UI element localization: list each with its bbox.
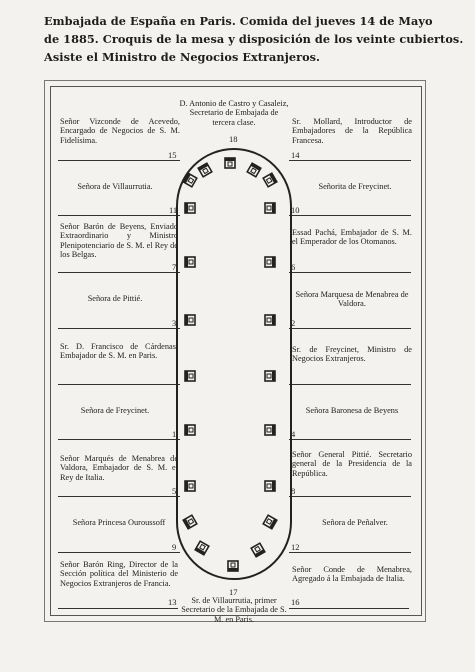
chair-icon — [264, 202, 276, 214]
separator-line — [289, 439, 411, 440]
guest-12: Señora de Peñalver. — [322, 518, 388, 527]
chair-icon — [184, 202, 196, 214]
guest-4: Señora Baronesa de Beyens — [305, 406, 399, 415]
separator-line — [58, 272, 180, 273]
seat-number-10: 10 — [291, 205, 300, 215]
separator-line — [58, 439, 180, 440]
document-title — [44, 12, 464, 66]
seat-number-8: 8 — [291, 486, 296, 496]
guest-9: Señora Princesa Ouroussoff — [72, 518, 166, 527]
separator-line — [58, 160, 180, 161]
title-line-3: Asiste el Ministro de Negocios Extranjeros. — [44, 50, 321, 64]
separator-line — [289, 552, 411, 553]
separator-line — [58, 496, 180, 497]
seat-number-17: 17 — [229, 587, 238, 597]
separator-line — [289, 496, 411, 497]
chair-icon — [227, 560, 239, 572]
guest-2: Señora Marquesa de Menabrea de Valdora. — [295, 290, 409, 309]
separator-line — [58, 328, 180, 329]
guest-17: Sr. de Villaurrutia, primer Secretario de la Embajada de S. M. en Paris. — [181, 596, 287, 624]
guest-ambassador: Sr. D. Francisco de Cárdenas, Embajador de S. M. en Paris. — [60, 342, 178, 361]
separator-line — [289, 384, 411, 385]
guest-14: Sr. Mollard, Introductor de Embajadores de la República Francesa. — [292, 117, 412, 145]
separator-line — [289, 160, 411, 161]
seat-number-14: 14 — [291, 150, 300, 160]
chair-icon — [264, 480, 276, 492]
separator-line — [289, 608, 409, 609]
guest-11: Señora de Villaurrutia. — [77, 182, 153, 191]
seat-number-11: 11 — [169, 205, 178, 215]
guest-18: D. Antonio de Castro y Casaleiz, Secretario de Embajada de tercera clase. — [179, 99, 289, 127]
guest-10: Señorita de Freycinet. — [318, 182, 392, 191]
chair-icon — [224, 157, 236, 169]
seat-number-15: 15 — [168, 150, 177, 160]
separator-line — [58, 384, 180, 385]
seat-number-18: 18 — [229, 134, 238, 144]
guest-7: Señor Barón de Beyens, Enviado Extraordinario y Ministro Plenipotenciario de S. M. el Rey de los Belgas. — [60, 222, 178, 260]
chair-icon — [184, 424, 196, 436]
seat-number-6: 6 — [291, 262, 296, 272]
separator-line — [58, 608, 178, 609]
seat-number-2: 2 — [291, 318, 296, 328]
seat-number-5: 5 — [172, 486, 177, 496]
separator-line — [289, 215, 411, 216]
chair-icon — [264, 424, 276, 436]
chair-icon — [184, 480, 196, 492]
guest-6: Essad Pachá, Embajador de S. M. el Emperador de los Otomanos. — [292, 228, 412, 247]
seat-number-16: 16 — [291, 597, 300, 607]
seat-number-4: 4 — [291, 429, 296, 439]
separator-line — [58, 215, 180, 216]
separator-line — [289, 328, 411, 329]
chair-icon — [264, 370, 276, 382]
chair-icon — [184, 370, 196, 382]
seat-number-13: 13 — [168, 597, 177, 607]
chair-icon — [184, 314, 196, 326]
guest-8: Señor General Pittié. Secretario general de la Presidencia de la República. — [292, 450, 412, 478]
seat-number-12: 12 — [291, 542, 300, 552]
guest-3: Señora de Pittié. — [87, 294, 143, 303]
seat-number-9: 9 — [172, 542, 177, 552]
guest-minister: Sr. de Freycinet, Ministro de Negocios Extranjeros. — [292, 345, 412, 364]
separator-line — [58, 552, 180, 553]
guest-13: Señor Barón Ring, Director de la Sección política del Ministerio de Negocios Extranjeros de Francia. — [60, 560, 178, 588]
guest-15: Señor Vizconde de Acevedo, Encargado de Negocios de S. M. Fidelísima. — [60, 117, 180, 145]
guest-1: Señora de Freycinet. — [80, 406, 150, 415]
chair-icon — [264, 256, 276, 268]
title-line-1: Embajada de España en Paris. Comida del jueves 14 de Mayo — [44, 14, 433, 28]
guest-5: Señor Marqués de Menabrea de Valdora, Embajador de S. M. el Rey de Italia. — [60, 454, 178, 482]
chair-icon — [184, 256, 196, 268]
separator-line — [289, 272, 411, 273]
seat-number-1: 1 — [172, 429, 177, 439]
seat-number-7: 7 — [172, 262, 177, 272]
guest-16: Señor Conde de Menabrea, Agregado á la Embajada de Italia. — [292, 565, 412, 584]
seat-number-3: 3 — [172, 318, 177, 328]
chair-icon — [264, 314, 276, 326]
title-line-2: de 1885. Croquis de la mesa y disposición de los veinte cubiertos. — [44, 32, 464, 46]
